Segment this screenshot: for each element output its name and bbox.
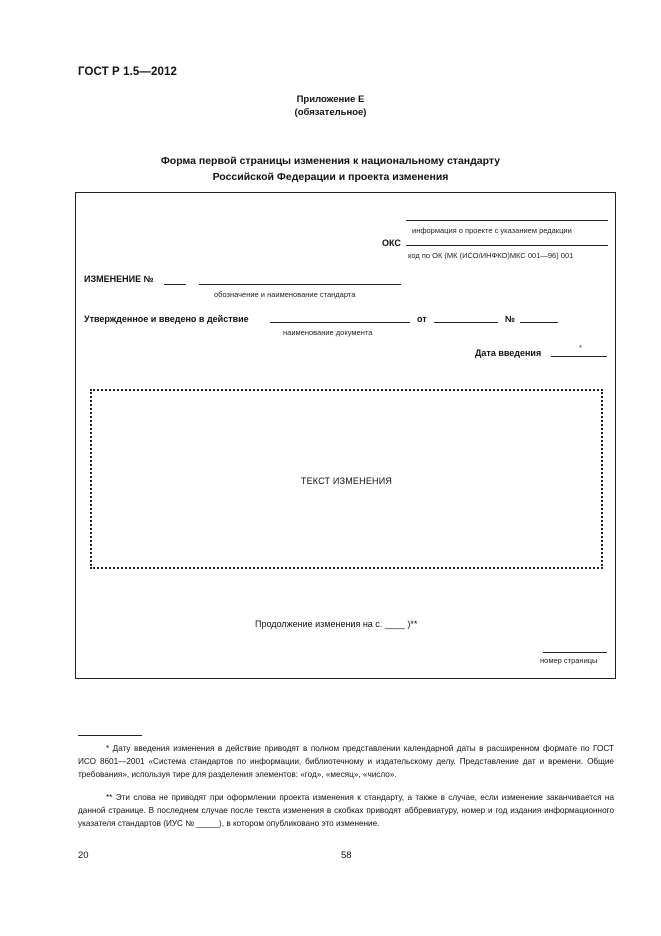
- number-label: №: [505, 314, 516, 324]
- from-label: от: [417, 314, 427, 324]
- number-line: [520, 322, 558, 323]
- oks-line: [406, 245, 608, 246]
- standard-code: ГОСТ Р 1.5—2012: [78, 66, 177, 78]
- page-number-line: [543, 652, 607, 653]
- change-caption: обозначение и наименование стандарта: [214, 290, 356, 299]
- approved-doc-line: [270, 322, 410, 323]
- footnote-1: * Дату введения изменения в действие приводят в полном представлении календарной даты в расширенном формате по ГОСТ ИСО 8601—2001 «Система стандартов по информации, библиотечному и издательскому делу. Представление дат и времени. Общие требования», используя тире для разделения элементов: «год», «месяц», «число».: [78, 744, 614, 780]
- oks-label: ОКС: [382, 238, 401, 248]
- footnote-2: ** Эти слова не приводят при оформлении проекта изменения к стандарту, а также в случае, если изменение заканчивается на данной странице. В последнем случае после текста изменения в скобках приводят аббревиатуру, номер и год издания информационного указателя стандартов (ИУС № _____), в котором опубликовано это изменение.: [78, 793, 614, 829]
- change-label: ИЗМЕНЕНИЕ №: [84, 274, 154, 284]
- intro-date-mark: *: [579, 343, 582, 352]
- project-info-line: [406, 220, 608, 221]
- intro-date-label: Дата введения: [475, 348, 542, 358]
- page-number-center: 58: [341, 850, 352, 861]
- change-designation-line: [199, 284, 401, 285]
- project-info-caption: информация о проекте с указанием редакции: [412, 226, 572, 235]
- form-title-line1: Форма первой страницы изменения к национальному стандарту: [160, 155, 501, 167]
- form-title-line2: Российской Федерации и проекта изменения: [212, 171, 449, 183]
- annex-status: (обязательное): [294, 107, 367, 118]
- continuation-note: Продолжение изменения на с. ____ )**: [255, 619, 418, 629]
- change-text: ТЕКСТ ИЗМЕНЕНИЯ: [300, 476, 393, 486]
- approved-caption: наименование документа: [283, 328, 373, 337]
- oks-caption: код по ОК (МК (ИСО/ИНФКО)МКС 001—96) 001: [408, 251, 574, 260]
- change-number-line: [164, 284, 186, 285]
- approved-label: Утвержденное и введено в действие: [84, 314, 249, 324]
- intro-date-line: [551, 356, 607, 357]
- date-line: [434, 322, 498, 323]
- footnote-rule: [78, 735, 142, 736]
- page-number-caption: номер страницы: [540, 656, 598, 665]
- annex-label: Приложение Е: [296, 94, 365, 105]
- page-number-left: 20: [78, 850, 89, 861]
